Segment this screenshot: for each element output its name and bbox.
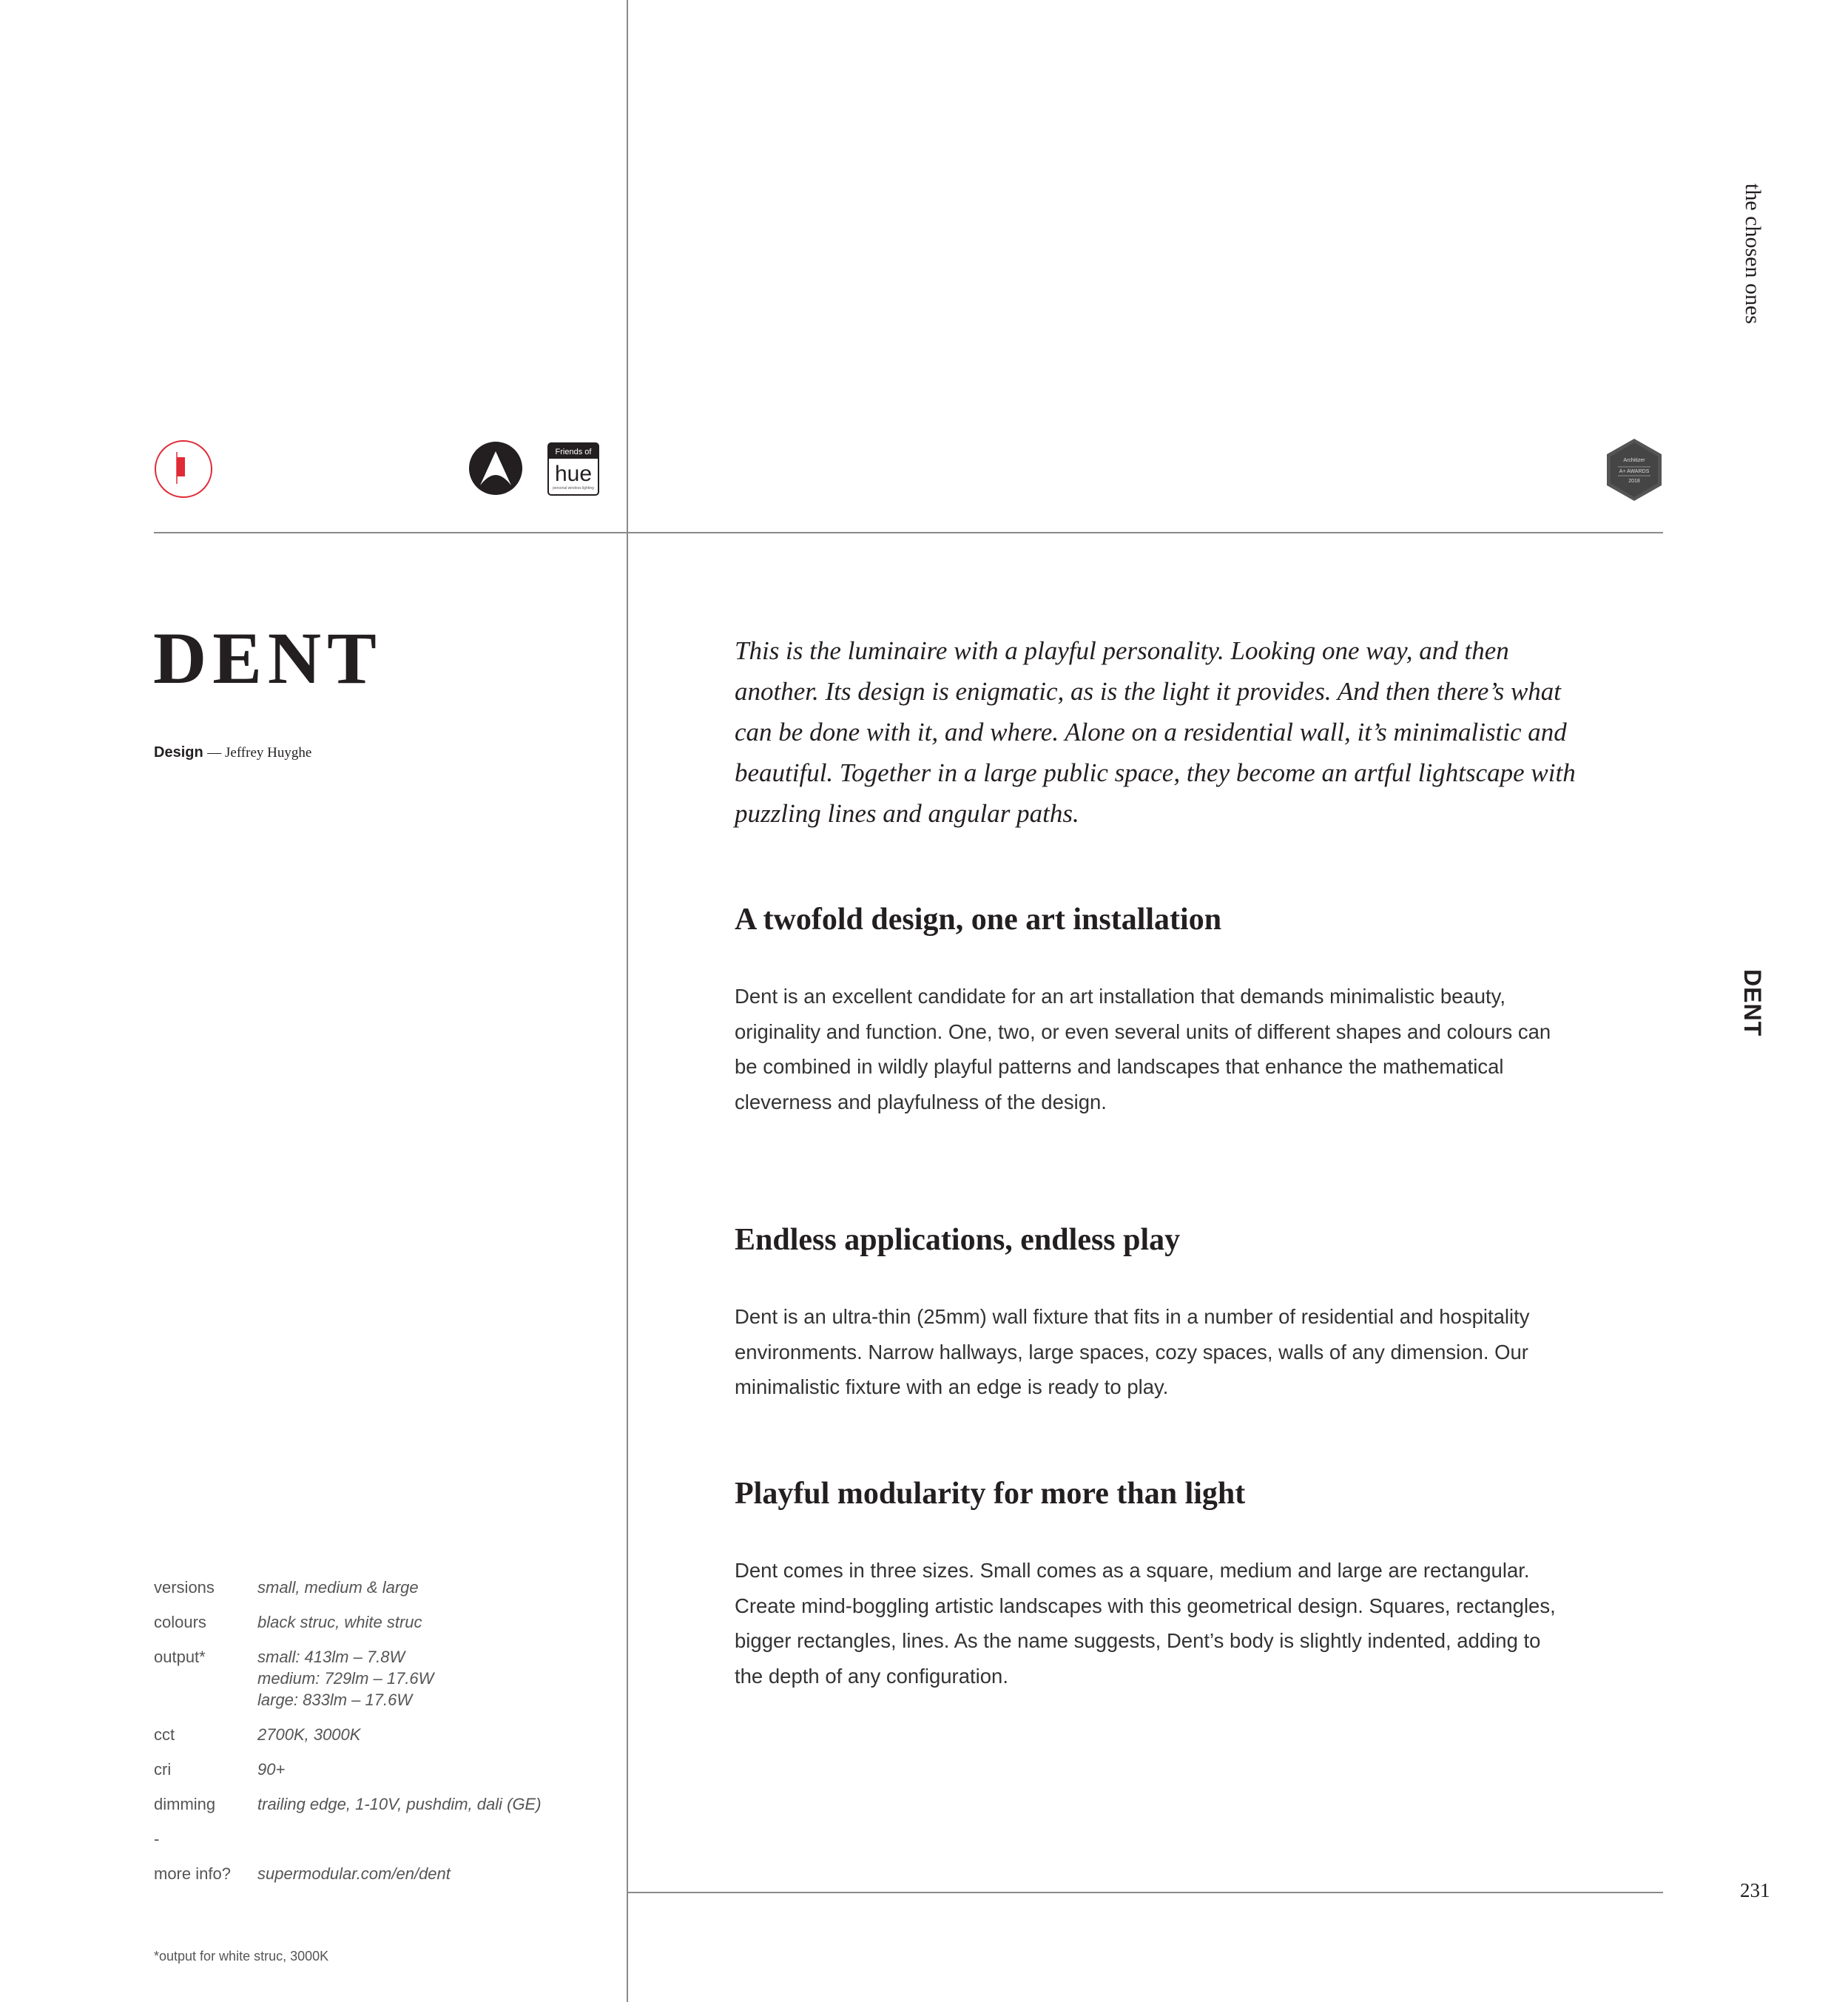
spec-label: dimming [154, 1795, 216, 1813]
spec-label: cri [154, 1760, 172, 1779]
spec-value: small: 413lm – 7.8W medium: 729lm – 17.6W large: 833lm – 17.6W [257, 1648, 434, 1709]
running-title: the chosen ones [1741, 183, 1765, 324]
section-heading: A twofold design, one art installation [735, 903, 1222, 937]
spec-value: trailing edge, 1-10V, pushdim, dali (GE) [257, 1795, 542, 1813]
award-badge-icon [1605, 438, 1664, 502]
more-info-row [154, 1863, 542, 1884]
architect-logo-icon [468, 441, 523, 496]
svg-text:personal wireless lighting: personal wireless lighting [553, 486, 594, 491]
spec-label: versions [154, 1578, 215, 1597]
brand-logo-icon [154, 439, 213, 499]
spec-label: output* [154, 1648, 206, 1666]
footer-rule [627, 1892, 1663, 1893]
section-body: Dent is an ultra-thin (25mm) wall fixture that fits in a number of residential and hospitality environments. Narrow hallways, large spaces, cozy spaces, walls of any dimension. Our minimalistic fixture with an edge is ready to play. [735, 1305, 1530, 1398]
svg-text:A+ AWARDS: A+ AWARDS [1619, 469, 1650, 474]
page-number: 231 [1740, 1879, 1770, 1901]
spec-row [154, 1611, 542, 1633]
spec-row [154, 1724, 542, 1745]
section-body: Dent comes in three sizes. Small comes as a square, medium and large are rectangular. Create mind-boggling artistic landscapes with this geometrical design. Squares, rectangles, bigger rectangles, lines. As the name suggests, Dent’s body is slightly indented, adding to the depth of any configuration. [735, 1559, 1556, 1688]
friends-of-hue-badge-icon [547, 442, 599, 496]
spec-label: cct [154, 1725, 175, 1744]
spec-row [154, 1577, 542, 1598]
spec-label: colours [154, 1613, 206, 1631]
svg-text:Friends of: Friends of [555, 448, 592, 456]
designer-credit [154, 744, 311, 761]
section-heading: Endless applications, endless play [735, 1223, 1181, 1257]
design-label: Design [154, 744, 203, 761]
vertical-rule [627, 0, 628, 2002]
spec-row [154, 1793, 542, 1815]
spec-table [154, 1577, 542, 1898]
header-rule [154, 532, 1663, 533]
svg-text:hue: hue [554, 462, 593, 486]
product-title: DENT [153, 617, 382, 699]
designer-name: — Jeffrey Huyghe [207, 745, 312, 761]
spec-value: 90+ [257, 1760, 286, 1779]
side-product-label: DENT [1739, 969, 1766, 1037]
more-info-label: more info? [154, 1864, 231, 1883]
spec-row [154, 1759, 542, 1780]
spec-row [154, 1646, 542, 1711]
spec-value: 2700K, 3000K [257, 1725, 361, 1744]
more-info-link[interactable]: supermodular.com/en/dent [257, 1864, 451, 1883]
svg-text:Architizer: Architizer [1623, 458, 1645, 463]
footnote: *output for white struc, 3000K [154, 1949, 329, 1964]
spec-value: small, medium & large [257, 1578, 419, 1597]
section-heading: Playful modularity for more than light [735, 1477, 1246, 1511]
section-body: Dent is an excellent candidate for an art installation that demands minimalistic beauty, originality and function. One, two, or even several units of different shapes and colours can be combined in wildly playful patterns and landscapes that enhance the mathematical cleverness and playfulness of the design. [735, 985, 1551, 1113]
spec-separator: - [154, 1830, 160, 1848]
intro-paragraph: This is the luminaire with a playful personality. Looking one way, and then another. Its design is enigmatic, as is the light it provides. And then there’s what can be done with it, and where. Alone on a residential wall, it’s minimalistic and beautiful. Together in a large public space, they become an artful lightscape with puzzling lines and angular paths. [735, 636, 1576, 828]
svg-text:2018: 2018 [1628, 479, 1640, 484]
spec-value: black struc, white struc [257, 1613, 422, 1631]
